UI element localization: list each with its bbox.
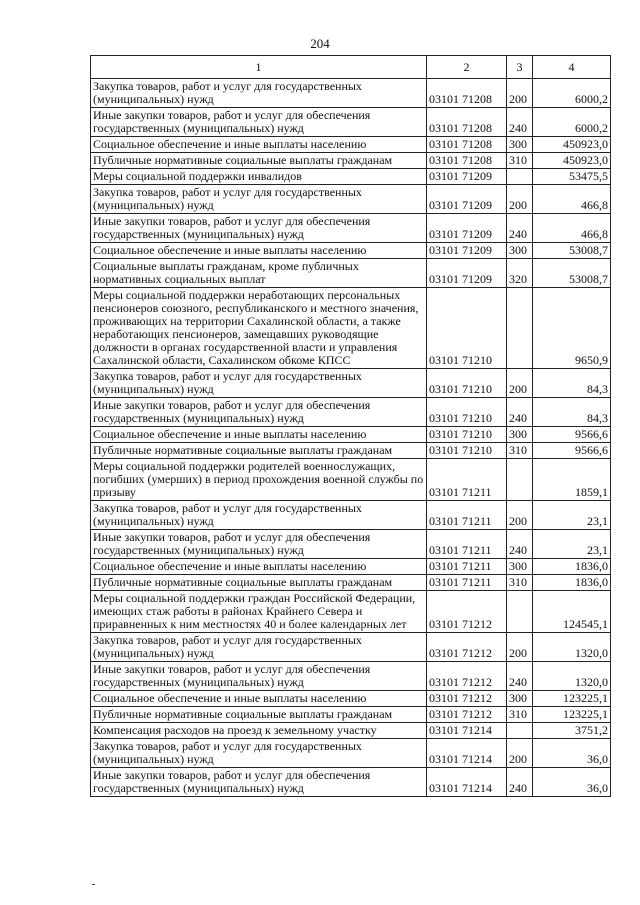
row-amount: 84,3 bbox=[533, 369, 611, 398]
row-amount: 53475,5 bbox=[533, 169, 611, 185]
row-description: Меры социальной поддержки родителей военнослужащих, погибших (умерших) в период прохождения военной службы по призыву bbox=[91, 459, 427, 501]
table-header-row bbox=[91, 56, 611, 79]
row-description: Закупка товаров, работ и услуг для государственных (муниципальных) нужд bbox=[91, 369, 427, 398]
row-expense-type: 200 bbox=[507, 369, 533, 398]
row-description: Социальные выплаты гражданам, кроме публичных нормативных социальных выплат bbox=[91, 259, 427, 288]
row-code: 03101 71208 bbox=[427, 79, 507, 108]
row-amount: 1859,1 bbox=[533, 459, 611, 501]
table-row bbox=[91, 137, 611, 153]
row-expense-type: 300 bbox=[507, 243, 533, 259]
row-description: Социальное обеспечение и иные выплаты населению bbox=[91, 243, 427, 259]
row-expense-type: 200 bbox=[507, 79, 533, 108]
table-row bbox=[91, 559, 611, 575]
row-code: 03101 71211 bbox=[427, 459, 507, 501]
row-code: 03101 71210 bbox=[427, 443, 507, 459]
row-amount: 466,8 bbox=[533, 185, 611, 214]
row-description: Меры социальной поддержки неработающих персональных пенсионеров союзного, республиканского и местного значения, проживающих на территории Сахалинской области, а также неработающих пенсионеров, замещавших руководящие должности в органах государственной власти и управления Сахалинской области, Сахалинском обкоме КПСС bbox=[91, 288, 427, 369]
row-expense-type: 200 bbox=[507, 501, 533, 530]
row-code: 03101 71212 bbox=[427, 707, 507, 723]
row-description: Компенсация расходов на проезд к земельному участку bbox=[91, 723, 427, 739]
row-amount: 1836,0 bbox=[533, 559, 611, 575]
row-code: 03101 71210 bbox=[427, 398, 507, 427]
row-expense-type: 240 bbox=[507, 662, 533, 691]
budget-table bbox=[90, 55, 611, 797]
row-expense-type bbox=[507, 723, 533, 739]
table-row bbox=[91, 259, 611, 288]
row-code: 03101 71210 bbox=[427, 427, 507, 443]
row-code: 03101 71212 bbox=[427, 591, 507, 633]
row-description: Иные закупки товаров, работ и услуг для обеспечения государственных (муниципальных) нужд bbox=[91, 768, 427, 797]
row-expense-type: 200 bbox=[507, 185, 533, 214]
row-code: 03101 71210 bbox=[427, 288, 507, 369]
row-amount: 36,0 bbox=[533, 739, 611, 768]
row-description: Социальное обеспечение и иные выплаты населению bbox=[91, 427, 427, 443]
row-amount: 9650,9 bbox=[533, 288, 611, 369]
table-row bbox=[91, 153, 611, 169]
row-amount: 23,1 bbox=[533, 530, 611, 559]
row-expense-type: 200 bbox=[507, 739, 533, 768]
row-expense-type: 310 bbox=[507, 153, 533, 169]
row-code: 03101 71214 bbox=[427, 723, 507, 739]
table-row bbox=[91, 662, 611, 691]
table-row bbox=[91, 185, 611, 214]
row-code: 03101 71211 bbox=[427, 575, 507, 591]
row-code: 03101 71214 bbox=[427, 739, 507, 768]
table-row bbox=[91, 768, 611, 797]
row-expense-type: 240 bbox=[507, 108, 533, 137]
table-row bbox=[91, 691, 611, 707]
row-amount: 6000,2 bbox=[533, 108, 611, 137]
row-description: Меры социальной поддержки граждан Российской Федерации, имеющих стаж работы в районах Крайнего Севера и приравненных к ним местностях 40 и более календарных лет bbox=[91, 591, 427, 633]
row-description: Социальное обеспечение и иные выплаты населению bbox=[91, 691, 427, 707]
row-expense-type: 240 bbox=[507, 398, 533, 427]
row-expense-type: 310 bbox=[507, 707, 533, 723]
row-expense-type bbox=[507, 169, 533, 185]
row-amount: 450923,0 bbox=[533, 153, 611, 169]
header-col-2: 2 bbox=[427, 56, 507, 79]
table-row bbox=[91, 108, 611, 137]
table-row bbox=[91, 79, 611, 108]
table-row bbox=[91, 214, 611, 243]
row-code: 03101 71208 bbox=[427, 108, 507, 137]
table-row bbox=[91, 443, 611, 459]
row-description: Публичные нормативные социальные выплаты гражданам bbox=[91, 575, 427, 591]
table-row bbox=[91, 501, 611, 530]
row-expense-type: 240 bbox=[507, 530, 533, 559]
row-expense-type bbox=[507, 459, 533, 501]
table-row bbox=[91, 723, 611, 739]
header-col-1: 1 bbox=[91, 56, 427, 79]
row-expense-type: 240 bbox=[507, 768, 533, 797]
row-expense-type: 300 bbox=[507, 137, 533, 153]
row-amount: 3751,2 bbox=[533, 723, 611, 739]
row-code: 03101 71210 bbox=[427, 369, 507, 398]
table-row bbox=[91, 243, 611, 259]
row-amount: 1836,0 bbox=[533, 575, 611, 591]
row-description: Иные закупки товаров, работ и услуг для обеспечения государственных (муниципальных) нужд bbox=[91, 398, 427, 427]
row-expense-type bbox=[507, 288, 533, 369]
row-code: 03101 71209 bbox=[427, 243, 507, 259]
row-amount: 124545,1 bbox=[533, 591, 611, 633]
row-expense-type: 240 bbox=[507, 214, 533, 243]
row-expense-type: 310 bbox=[507, 575, 533, 591]
row-description: Публичные нормативные социальные выплаты гражданам bbox=[91, 443, 427, 459]
row-amount: 53008,7 bbox=[533, 259, 611, 288]
row-description: Закупка товаров, работ и услуг для государственных (муниципальных) нужд bbox=[91, 633, 427, 662]
row-code: 03101 71209 bbox=[427, 185, 507, 214]
row-expense-type: 300 bbox=[507, 691, 533, 707]
table-row bbox=[91, 169, 611, 185]
table-row bbox=[91, 459, 611, 501]
table-row bbox=[91, 398, 611, 427]
page-number: 204 bbox=[310, 36, 330, 51]
row-expense-type: 310 bbox=[507, 443, 533, 459]
row-description: Закупка товаров, работ и услуг для государственных (муниципальных) нужд bbox=[91, 739, 427, 768]
row-description: Иные закупки товаров, работ и услуг для обеспечения государственных (муниципальных) нужд bbox=[91, 214, 427, 243]
row-code: 03101 71208 bbox=[427, 137, 507, 153]
row-amount: 23,1 bbox=[533, 501, 611, 530]
row-description: Публичные нормативные социальные выплаты гражданам bbox=[91, 153, 427, 169]
row-amount: 9566,6 bbox=[533, 443, 611, 459]
row-amount: 36,0 bbox=[533, 768, 611, 797]
row-expense-type bbox=[507, 591, 533, 633]
row-code: 03101 71211 bbox=[427, 501, 507, 530]
row-amount: 466,8 bbox=[533, 214, 611, 243]
row-code: 03101 71212 bbox=[427, 662, 507, 691]
table-row bbox=[91, 288, 611, 369]
row-code: 03101 71209 bbox=[427, 259, 507, 288]
table-row bbox=[91, 591, 611, 633]
row-amount: 1320,0 bbox=[533, 662, 611, 691]
row-expense-type: 300 bbox=[507, 559, 533, 575]
row-amount: 123225,1 bbox=[533, 707, 611, 723]
row-amount: 53008,7 bbox=[533, 243, 611, 259]
row-code: 03101 71214 bbox=[427, 768, 507, 797]
row-expense-type: 320 bbox=[507, 259, 533, 288]
row-description: Меры социальной поддержки инвалидов bbox=[91, 169, 427, 185]
header-col-4: 4 bbox=[533, 56, 611, 79]
row-code: 03101 71211 bbox=[427, 559, 507, 575]
row-amount: 123225,1 bbox=[533, 691, 611, 707]
row-description: Социальное обеспечение и иные выплаты населению bbox=[91, 559, 427, 575]
table-row bbox=[91, 369, 611, 398]
row-amount: 84,3 bbox=[533, 398, 611, 427]
header-col-3: 3 bbox=[507, 56, 533, 79]
row-code: 03101 71212 bbox=[427, 633, 507, 662]
row-amount: 9566,6 bbox=[533, 427, 611, 443]
row-amount: 450923,0 bbox=[533, 137, 611, 153]
table-row bbox=[91, 575, 611, 591]
row-code: 03101 71209 bbox=[427, 214, 507, 243]
row-expense-type: 200 bbox=[507, 633, 533, 662]
row-description: Закупка товаров, работ и услуг для государственных (муниципальных) нужд bbox=[91, 79, 427, 108]
row-description: Закупка товаров, работ и услуг для государственных (муниципальных) нужд bbox=[91, 501, 427, 530]
table-row bbox=[91, 427, 611, 443]
row-amount: 1320,0 bbox=[533, 633, 611, 662]
row-description: Иные закупки товаров, работ и услуг для обеспечения государственных (муниципальных) нужд bbox=[91, 530, 427, 559]
scan-mark bbox=[92, 884, 95, 885]
row-description: Иные закупки товаров, работ и услуг для обеспечения государственных (муниципальных) нужд bbox=[91, 662, 427, 691]
table-body bbox=[91, 79, 611, 797]
table-row bbox=[91, 739, 611, 768]
row-code: 03101 71208 bbox=[427, 153, 507, 169]
table-row bbox=[91, 707, 611, 723]
row-amount: 6000,2 bbox=[533, 79, 611, 108]
row-description: Публичные нормативные социальные выплаты гражданам bbox=[91, 707, 427, 723]
row-expense-type: 300 bbox=[507, 427, 533, 443]
row-code: 03101 71209 bbox=[427, 169, 507, 185]
table-row bbox=[91, 530, 611, 559]
row-description: Социальное обеспечение и иные выплаты населению bbox=[91, 137, 427, 153]
row-description: Закупка товаров, работ и услуг для государственных (муниципальных) нужд bbox=[91, 185, 427, 214]
table-row bbox=[91, 633, 611, 662]
row-description: Иные закупки товаров, работ и услуг для обеспечения государственных (муниципальных) нужд bbox=[91, 108, 427, 137]
row-code: 03101 71211 bbox=[427, 530, 507, 559]
row-code: 03101 71212 bbox=[427, 691, 507, 707]
